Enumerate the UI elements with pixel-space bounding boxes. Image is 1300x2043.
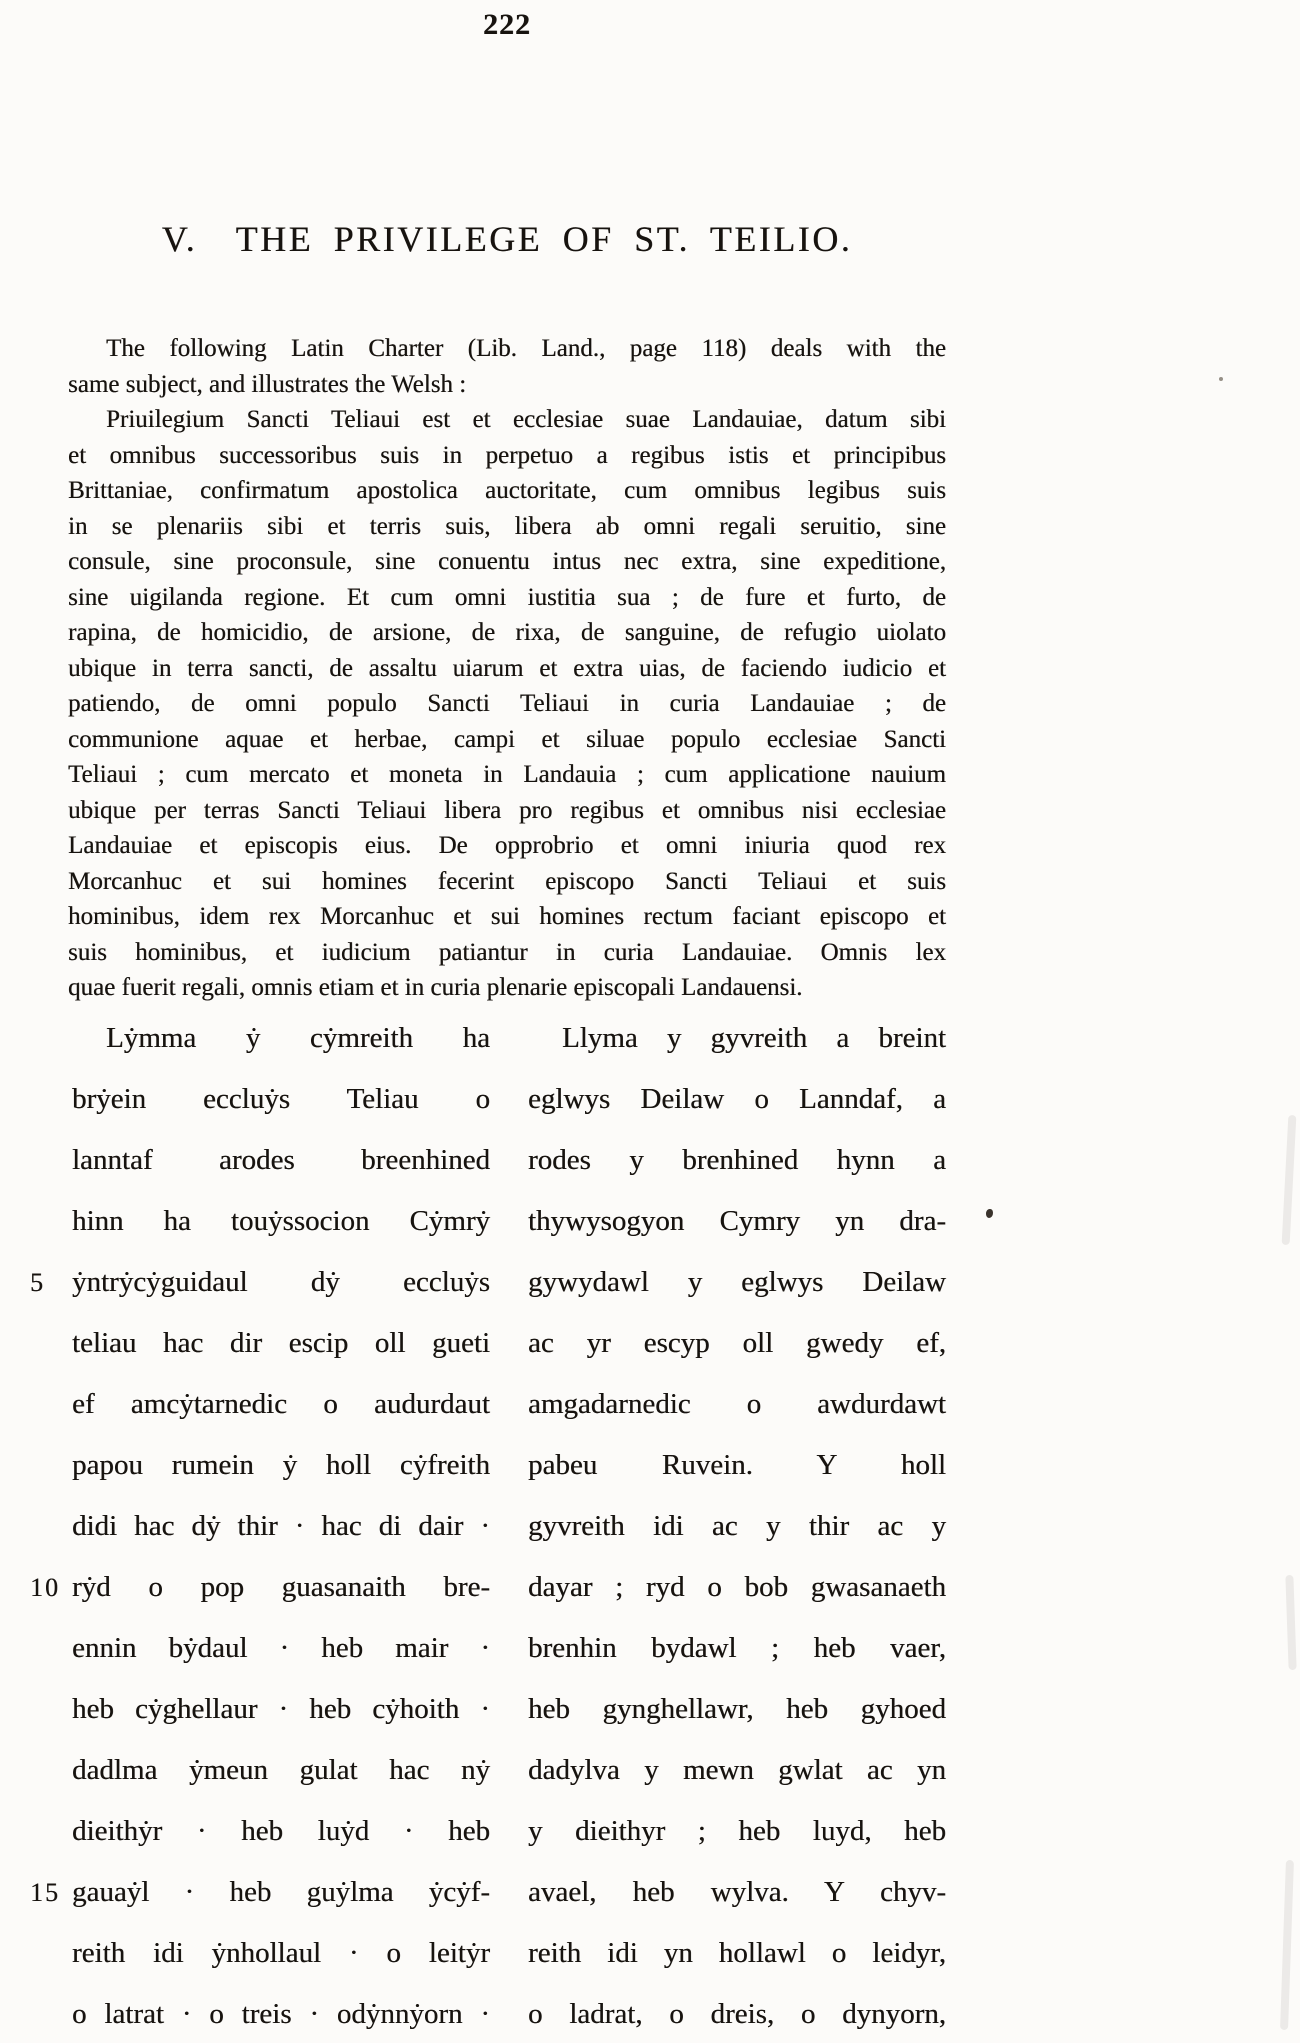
line-text: rẏd o pop guasanaith bre- (72, 1571, 490, 1603)
verse-line (72, 1801, 490, 1862)
text-line: The following Latin Charter (Lib. Land., page 118) deals with the (106, 335, 946, 362)
text-line: Teliaui ; cum mercato et moneta in Landauia ; cum applicatione nauium (68, 761, 946, 788)
ink-speck (1219, 377, 1223, 381)
verse-line (72, 1679, 490, 1740)
text-line: thywysogyon Cymry yn dra- (528, 1205, 946, 1237)
line-text: Lẏmma ẏ cẏmreith ha (106, 1022, 490, 1054)
text-line: same subject, and illustrates the Welsh : (68, 370, 467, 398)
text-line: amgadarnedic o awdurdawt (528, 1388, 946, 1420)
verse-line (72, 1069, 490, 1130)
ink-speck (986, 1209, 993, 1218)
text-line: gywydawl y eglwys Deilaw (528, 1266, 946, 1298)
text-line: Landauiae et episcopis eius. De opprobrio et omni iniuria quod rex (68, 832, 946, 859)
text-line: y dieithyr ; heb luyd, heb (528, 1815, 946, 1847)
text-line: dadylva y mewn gwlat ac yn (528, 1754, 946, 1786)
line-number: 10 (30, 1573, 60, 1602)
prose-block (68, 331, 946, 1006)
verse-line (72, 1496, 490, 1557)
text-line: Priuilegium Sancti Teliaui est et ecclesiae suae Landauiae, datum sibi (106, 406, 946, 433)
scan-edge-artifact (1280, 1860, 1294, 2030)
text-line: et omnibus successoribus suis in perpetuo a regibus istis et principibus (68, 441, 946, 469)
text-line: rapina, de homicidio, de arsione, de rixa, de sanguine, de refugio uiolato (68, 619, 946, 646)
text-line: dayar ; ryd o bob gwasanaeth (528, 1571, 946, 1603)
line-number: 5 (30, 1268, 45, 1297)
text-line: pabeu Ruvein. Y holl (528, 1449, 946, 1481)
line-text: ẏntrẏcẏguidaul dẏ eccluẏs (72, 1266, 490, 1298)
text-line: brenhin bydawl ; heb vaer, (528, 1632, 946, 1664)
text-line: o ladrat, o dreis, o dynyorn, (528, 1998, 946, 2030)
line-text: papou rumein ẏ holl cẏfreith (72, 1449, 490, 1481)
text-line: consule, sine proconsule, sine conuentu intus nec extra, sine expeditione, (68, 548, 946, 575)
line-text: teliau hac dir escip oll gueti (72, 1327, 490, 1359)
modern-welsh-column (528, 1008, 946, 2043)
line-text: brẏein eccluẏs Teliau o (72, 1083, 490, 1115)
verse-line (72, 1435, 490, 1496)
line-text: lanntaf arodes breenhined (72, 1144, 490, 1176)
verse-line (72, 1618, 490, 1679)
text-line: communione aquae et herbae, campi et siluae populo ecclesiae Sancti (68, 725, 946, 753)
text-line: reith idi yn hollawl o leidyr, (528, 1937, 946, 1969)
text-line: in se plenariis sibi et terris suis, libera ab omni regali seruitio, sine (68, 512, 946, 540)
scan-edge-artifact (1285, 1575, 1296, 1670)
verse-line (72, 1008, 490, 1069)
verse-line (72, 1130, 490, 1191)
line-text: didi hac dẏ thir · hac di dair · (72, 1510, 490, 1542)
line-text: gauaẏl · heb guẏlma ẏcẏf- (72, 1876, 490, 1908)
text-line: Llyma y gyvreith a breint (562, 1022, 946, 1054)
text-line: heb gynghellawr, heb gyhoed (528, 1693, 946, 1725)
text-line: ubique per terras Sancti Teliaui libera pro regibus et omnibus nisi ecclesiae (68, 796, 946, 824)
verse-line (72, 1191, 490, 1252)
page-number: 222 (483, 8, 531, 41)
text-line: ac yr escyp oll gwedy ef, (528, 1327, 946, 1359)
line-text: dieithẏr · heb luẏd · heb (72, 1815, 490, 1847)
scan-edge-artifact (1282, 1115, 1297, 1245)
text-line: ubique in terra sancti, de assaltu uiarum et extra uias, de faciendo iudicio et (68, 654, 946, 682)
text-line: gyvreith idi ac y thir ac y (528, 1510, 946, 1542)
text-line: Brittaniae, confirmatum apostolica auctoritate, cum omnibus legibus suis (68, 477, 946, 504)
line-text: o latrat · o treis · odẏnnẏorn · (72, 1998, 490, 2030)
text-line: suis hominibus, et iudicium patiantur in curia Landauiae. Omnis lex (68, 938, 946, 966)
line-text: heb cẏghellaur · heb cẏhoith · (72, 1693, 490, 1725)
verse-line (72, 1984, 490, 2043)
line-text: ennin bẏdaul · heb mair · (72, 1632, 490, 1664)
verse-line (30, 1557, 490, 1618)
section-title: V. THE PRIVILEGE OF ST. TEILIO. (161, 219, 853, 259)
text-line: Morcanhuc et sui homines fecerint episcopo Sancti Teliaui et suis (68, 867, 946, 895)
line-text: dadlma ẏmeun gulat hac nẏ (72, 1754, 490, 1786)
text-line: eglwys Deilaw o Lanndaf, a (528, 1083, 946, 1115)
line-text: hinn ha touẏssocion Cẏmrẏ (72, 1205, 490, 1237)
verse-line (30, 1252, 490, 1313)
verse-line (30, 1862, 490, 1923)
intro-paragraph (68, 331, 946, 402)
line-text: ef amcẏtarnedic o audurdaut (72, 1388, 490, 1420)
line-number: 15 (30, 1878, 60, 1907)
text-line: patiendo, de omni populo Sancti Teliaui in curia Landauiae ; de (68, 690, 946, 717)
line-text: reith idi ẏnhollaul · o leitẏr (72, 1937, 490, 1969)
text-line: rodes y brenhined hynn a (528, 1144, 946, 1176)
verse-line (72, 1374, 490, 1435)
text-line: quae fuerit regali, omnis etiam et in curia plenarie episcopali Landauensi. (68, 974, 803, 1001)
text-line: avael, heb wylva. Y chyv- (528, 1876, 946, 1908)
text-line: hominibus, idem rex Morcanhuc et sui homines rectum faciant episcopo et (68, 903, 946, 930)
text-line: sine uigilanda regione. Et cum omni iustitia sua ; de fure et furto, de (68, 583, 946, 611)
old-welsh-column (30, 1008, 490, 2043)
latin-charter-paragraph (68, 402, 946, 1006)
verse-line (72, 1923, 490, 1984)
verse-line (72, 1740, 490, 1801)
verse-line (72, 1313, 490, 1374)
